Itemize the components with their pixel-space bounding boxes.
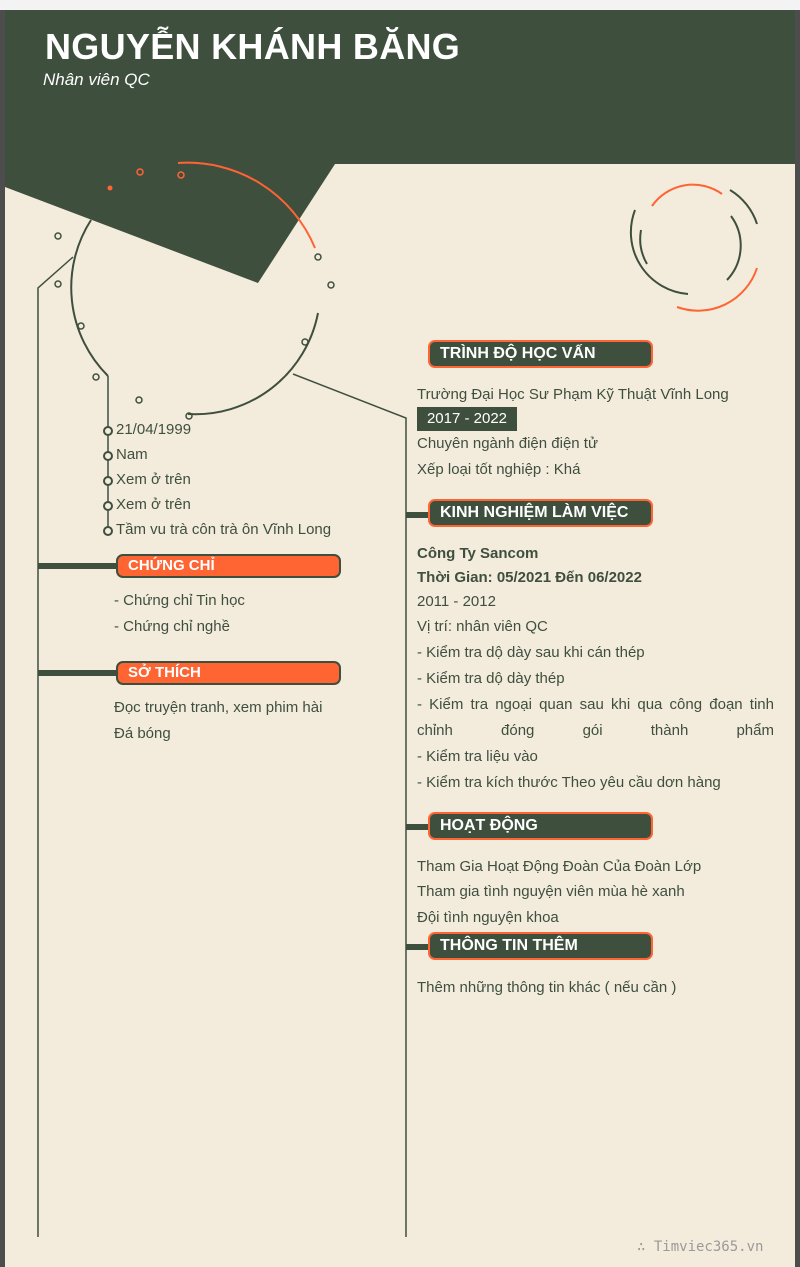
- experience-task: - Kiểm tra liệu vào: [417, 748, 538, 765]
- experience-years: 2011 - 2012: [417, 593, 496, 610]
- email: Xem ở trên: [116, 496, 191, 513]
- candidate-name: NGUYỄN KHÁNH BĂNG: [45, 26, 461, 67]
- experience-position: Vị trí: nhân viên QC: [417, 618, 548, 635]
- certificates-heading: CHỨNG CHỈ: [116, 554, 341, 578]
- brand-dots-icon: ∴: [637, 1239, 654, 1255]
- phone: Xem ở trên: [116, 471, 191, 488]
- footer-brand: [637, 1239, 763, 1255]
- certificate-item: - Chứng chỉ Tin học: [114, 592, 245, 609]
- education-heading: TRÌNH ĐỘ HỌC VẤN: [428, 340, 653, 368]
- brand-name: Timviec365.vn: [653, 1239, 764, 1255]
- top-strip: [0, 0, 800, 10]
- experience-heading: KINH NGHIỆM LÀM VIỆC: [428, 499, 653, 527]
- education-years: 2017 - 2022: [417, 407, 517, 431]
- experience-company: Công Ty Sancom: [417, 545, 539, 562]
- education-major: Chuyên ngành điện điện tử: [417, 435, 599, 452]
- certificate-item: - Chứng chỉ nghề: [114, 618, 230, 635]
- experience-task: - Kiểm tra kích thước Theo yêu cầu dơn hàng: [417, 774, 721, 791]
- background-decoration: [5, 10, 795, 1267]
- hobby-item: Đọc truyện tranh, xem phim hài: [114, 699, 323, 716]
- activities-heading: HOẠT ĐỘNG: [428, 812, 653, 840]
- hobby-item: Đá bóng: [114, 725, 171, 742]
- activity-item: Tham gia tình nguyện viên mùa hè xanh: [417, 883, 685, 900]
- experience-task: - Kiểm tra ngoại quan sau khi qua công đoạn tinh chỉnh đóng gói thành phẩm: [417, 696, 774, 739]
- birthdate: 21/04/1999: [116, 421, 192, 438]
- candidate-role: Nhân viên QC: [43, 70, 150, 89]
- experience-time: Thời Gian: 05/2021 Đến 06/2022: [417, 569, 642, 586]
- education-school: Trường Đại Học Sư Phạm Kỹ Thuật Vĩnh Long: [417, 386, 729, 403]
- gender: Nam: [116, 446, 148, 463]
- address: Tầm vu trà côn trà ôn Vĩnh Long: [116, 521, 332, 538]
- cv-page: [5, 10, 795, 1267]
- experience-task: - Kiểm tra dộ dày sau khi cán thép: [417, 644, 645, 661]
- activity-item: Tham Gia Hoạt Động Đoàn Của Đoàn Lớp: [417, 858, 702, 875]
- extra-info-text: Thêm những thông tin khác ( nếu cần ): [417, 979, 677, 996]
- extra-info-heading: THÔNG TIN THÊM: [428, 932, 653, 960]
- activity-item: Đội tình nguyện khoa: [417, 909, 559, 926]
- education-grade: Xếp loại tốt nghiệp : Khá: [417, 461, 581, 478]
- experience-task: - Kiểm tra dộ dày thép: [417, 670, 565, 687]
- hobbies-heading: SỞ THÍCH: [116, 661, 341, 685]
